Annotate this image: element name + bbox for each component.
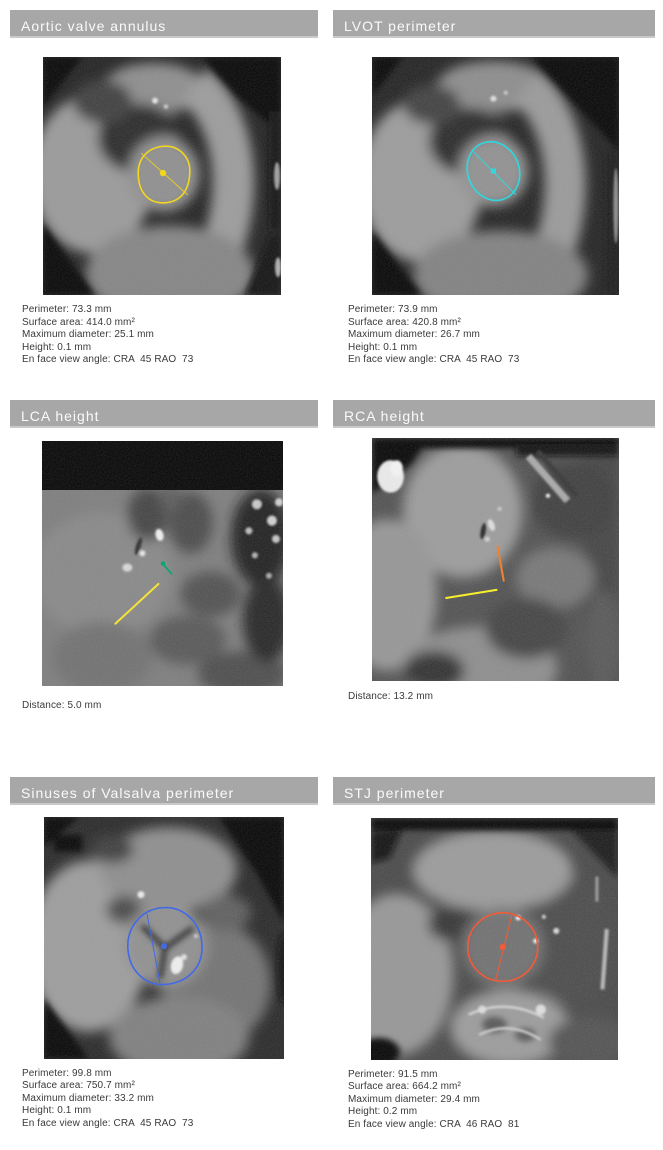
measurement-line: En face view angle: CRA 46 RAO 81: [348, 1118, 520, 1130]
measurement-line: Height: 0.1 mm: [22, 1105, 92, 1117]
ct-image-wrap: [372, 57, 655, 295]
measurement-line: Maximum diameter: 26.7 mm: [348, 329, 480, 341]
measurement-line: Height: 0.2 mm: [348, 1106, 418, 1118]
measurement-block: [348, 304, 655, 367]
ct-image-lvot: [372, 57, 619, 295]
measurement-line: En face view angle: CRA 45 RAO 73: [348, 354, 520, 366]
ct-image-aortic-valve-annulus: [43, 57, 281, 295]
panel-header-lca-height: [10, 400, 318, 428]
report-row-2: [0, 400, 663, 713]
measurement-line: Maximum diameter: 33.2 mm: [22, 1092, 154, 1104]
measurement-line: Maximum diameter: 29.4 mm: [348, 1093, 480, 1105]
report-row-3: [0, 777, 663, 1132]
stj-center-dot: [500, 944, 506, 950]
sov-center-dot: [161, 943, 167, 949]
measurement-block: [348, 1069, 655, 1132]
ct-image-rca-height: [372, 438, 619, 681]
measurement-line: Perimeter: 73.9 mm: [348, 304, 438, 315]
measurement-line: Perimeter: 73.3 mm: [22, 304, 112, 315]
ct-image-lca-height: [42, 441, 283, 686]
panel-header-rca-height: [333, 400, 655, 428]
measurement-line: Surface area: 750.7 mm²: [22, 1080, 135, 1092]
measurement-line: En face view angle: CRA 45 RAO 73: [22, 1117, 194, 1129]
measurement-line: Surface area: 664.2 mm²: [348, 1081, 461, 1093]
lca-endpoint-dot: [161, 561, 165, 565]
ct-image-wrap: [44, 817, 318, 1059]
panel-header-stj-perimeter: [333, 777, 655, 805]
measurement-line: En face view angle: CRA 45 RAO 73: [22, 354, 194, 366]
ct-image-wrap: [372, 438, 655, 681]
ct-image-wrap: [371, 818, 655, 1060]
measurement-block: [22, 700, 318, 713]
measurement-line: Distance: 13.2 mm: [348, 690, 434, 702]
panel-title: Sinuses of Valsalva perimeter: [21, 784, 235, 801]
panel-aortic-valve-annulus: [10, 10, 318, 367]
measurement-line: Maximum diameter: 25.1 mm: [22, 329, 154, 341]
ct-image-wrap: [43, 57, 318, 295]
measurement-line: Distance: 5.0 mm: [22, 699, 102, 711]
panel-lvot-perimeter: [333, 10, 655, 367]
ct-image-stj: [371, 818, 618, 1060]
panel-title: STJ perimeter: [344, 784, 445, 801]
report-row-1: [0, 10, 663, 367]
panel-header-lvot-perimeter: [333, 10, 655, 38]
panel-stj-perimeter: [333, 777, 655, 1132]
lvot-center-square: [491, 169, 496, 174]
measurement-block: [348, 691, 655, 704]
panel-lca-height: [10, 400, 318, 713]
panel-title: LCA height: [21, 407, 100, 424]
measurement-line: Perimeter: 91.5 mm: [348, 1068, 438, 1080]
measurement-line: Surface area: 414.0 mm²: [22, 316, 135, 328]
panel-sinuses-of-valsalva: [10, 777, 318, 1131]
panel-title: Aortic valve annulus: [21, 18, 167, 34]
panel-title: RCA height: [344, 407, 425, 424]
ct-image-sinuses-of-valsalva: [44, 817, 284, 1059]
panel-header-aortic-valve-annulus: [10, 10, 318, 38]
measurement-line: Perimeter: 99.8 mm: [22, 1067, 112, 1079]
panel-title: LVOT perimeter: [344, 18, 457, 34]
panel-rca-height: [333, 400, 655, 704]
panel-header-sinuses-of-valsalva: [10, 777, 318, 805]
measurement-line: Surface area: 420.8 mm²: [348, 316, 461, 328]
measurement-line: Height: 0.1 mm: [348, 341, 418, 353]
annulus-center-dot: [160, 170, 166, 176]
measurement-block: [22, 304, 318, 367]
measurement-line: Height: 0.1 mm: [22, 341, 92, 353]
measurement-block: [22, 1068, 318, 1131]
ct-image-wrap: [42, 441, 318, 686]
